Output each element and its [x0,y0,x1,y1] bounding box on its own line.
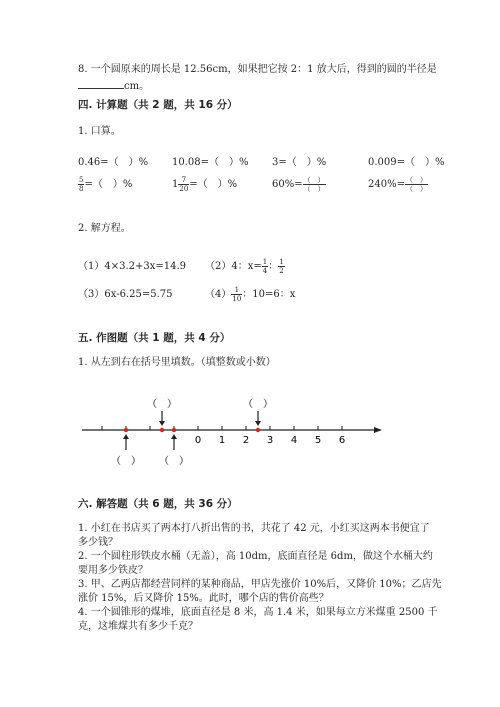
oral-item-7: 60%= $\frac{( )}{( )}$ [272,176,325,193]
tick-label-1: 1 [218,435,226,446]
answer-paren-bottom-1[interactable]: （ ） [111,456,141,467]
problem-line: 要用多少铁皮？ [78,565,148,576]
fraction: $\frac{1}{4}$ [262,258,268,275]
oral-item-4: 0.009=（ ）% [368,157,445,168]
fraction: $\frac{1}{2}$ [279,258,284,275]
problem-line: 1. 小红在书店买了两本打八折出售的书，共花了 42 元，小红买这两本书便宜了 [78,523,430,534]
equations-title: 2. 解方程。 [78,223,131,234]
fraction: $\frac{7}{20}$ [179,176,189,193]
answer-blank[interactable] [78,78,124,89]
tick-label-2: 2 [242,435,250,446]
section-4-title: 四. 计算题（共 2 题，共 16 分） [78,99,238,111]
axis-arrow-icon [374,427,382,433]
equation-2: （2）4：x= $\frac{1}{4}$ ： $\frac{1}{2}$ [205,258,284,275]
fraction: $\frac{5}{8}$ [79,176,84,193]
tick-label-4: 4 [290,435,298,446]
arrow-up-icon [123,434,129,450]
oral-item-3: 3=（ ）% [272,157,327,168]
problem-line: 3. 甲、乙两店都经营同样的某种商品，甲店先涨价 10%后，又降价 10%；乙店先 [78,579,442,590]
oral-item-8: 240%= $\frac{( )}{( )}$ [368,176,427,193]
oral-item-1: 0.46=（ ）% [78,157,149,168]
section-6-title: 六. 解答题（共 6 题，共 36 分） [78,498,238,510]
arrow-up-icon [171,434,177,450]
arrow-down-icon [159,411,165,426]
arrow-down-icon [255,411,261,426]
oral-calc-title: 1. 口算。 [78,126,121,137]
unit-label: cm。 [124,81,150,92]
number-line-figure [78,392,388,472]
oral-item-6: 1 $\frac{7}{20}$ =（ ）% [172,176,238,193]
tick-label-6: 6 [338,435,346,446]
tick-label-3: 3 [266,435,274,446]
problem-line: 4. 一个圆锥形的煤堆，底面直径是 8 米，高 1.4 米，如果每立方米煤重 2500 千 [78,607,438,618]
problem-line: 涨价 15%，后又降价 15%。此时，哪个店的售价高些？ [78,593,329,604]
point-marker-2 [160,428,164,432]
question-8-text: 8. 一个圆原来的周长是 12.56cm，如果把它按 2：1 放大后，得到的圆的半径是 [78,64,437,75]
oral-item-5: $\frac{5}{8}$ =（ ）% [79,176,133,193]
equation-3: （3）6x-6.25=5.75 [78,289,173,300]
problem-line: 2. 一个圆柱形铁皮水桶（无盖），高 10dm，底面直径是 6dm，做这个水桶大约 [78,551,433,562]
answer-paren-top-1[interactable]: （ ） [147,399,177,410]
fraction: $\frac{( )}{( )}$ [303,176,325,193]
answer-paren-top-2[interactable]: （ ） [243,399,273,410]
point-marker-4 [256,428,260,432]
point-marker-1 [124,428,128,432]
tick-label-0: 0 [194,435,202,446]
fraction: $\frac{1}{10}$ [232,286,242,303]
problem-line: 多少钱？ [78,537,118,548]
tick-label-5: 5 [314,435,322,446]
tick-marks [102,426,342,430]
problem-line: 克，这堆煤共有多少千克？ [78,621,198,632]
equation-1: （1）4×3.2+3x=14.9 [78,261,187,272]
equation-4: （4） $\frac{1}{10}$ ：10=6：x [205,286,296,303]
point-marker-3 [172,428,176,432]
drawing-title: 1. 从左到右在括号里填数。（填整数或小数） [78,357,276,368]
section-5-title: 五. 作图题（共 1 题，共 4 分） [78,332,231,344]
answer-paren-bottom-2[interactable]: （ ） [159,456,189,467]
question-8-answer-line [78,78,149,93]
fraction: $\frac{( )}{( )}$ [405,176,427,193]
oral-item-2: 10.08=（ ）% [172,157,249,168]
